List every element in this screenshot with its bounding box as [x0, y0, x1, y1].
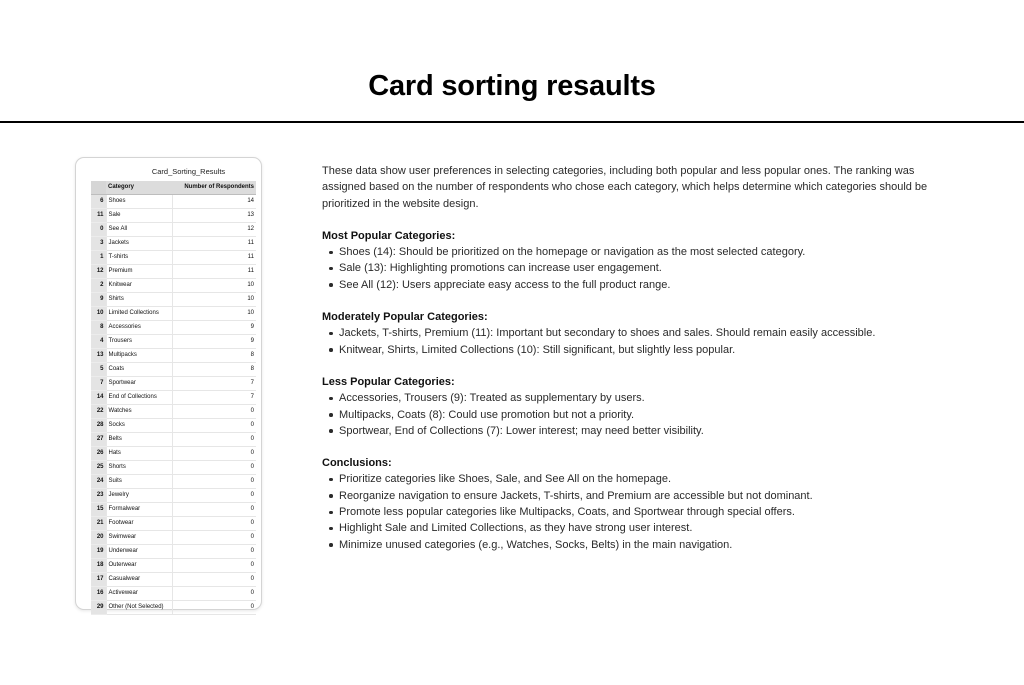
row-index: 4	[91, 335, 106, 349]
table-row	[91, 405, 256, 419]
row-index: 20	[91, 531, 106, 545]
category-cell: Shirts	[106, 293, 172, 307]
category-cell: T-shirts	[106, 251, 172, 265]
row-index: 25	[91, 461, 106, 475]
category-cell: Formalwear	[106, 503, 172, 517]
table-row	[91, 419, 256, 433]
category-cell: Premium	[106, 265, 172, 279]
row-index: 27	[91, 433, 106, 447]
bullet-item: See All (12): Users appreciate easy access to the full product range.	[322, 277, 952, 293]
page-title: Card sorting resaults	[368, 70, 656, 102]
category-cell: Jackets	[106, 237, 172, 251]
category-cell: See All	[106, 223, 172, 237]
bullet-item: Accessories, Trousers (9): Treated as supplementary by users.	[322, 390, 952, 406]
respondents-cell: 0	[172, 587, 256, 601]
analysis-sections	[322, 228, 952, 553]
bullet-item: Promote less popular categories like Multipacks, Coats, and Sportwear through special offers.	[322, 504, 952, 520]
respondents-cell: 7	[172, 391, 256, 405]
table-row	[91, 545, 256, 559]
row-index: 18	[91, 559, 106, 573]
respondents-cell: 0	[172, 433, 256, 447]
bullet-item: Minimize unused categories (e.g., Watches, Socks, Belts) in the main navigation.	[322, 537, 952, 553]
table-row	[91, 433, 256, 447]
respondents-column-header: Number of Respondents	[172, 181, 256, 195]
respondents-cell: 11	[172, 251, 256, 265]
row-index: 14	[91, 391, 106, 405]
row-index: 15	[91, 503, 106, 517]
table-row	[91, 447, 256, 461]
table-row	[91, 559, 256, 573]
table-row	[91, 195, 256, 209]
category-cell: Trousers	[106, 335, 172, 349]
respondents-cell: 0	[172, 503, 256, 517]
row-index: 17	[91, 573, 106, 587]
respondents-cell: 0	[172, 447, 256, 461]
category-cell: Outerwear	[106, 559, 172, 573]
respondents-cell: 11	[172, 265, 256, 279]
bullet-item: Multipacks, Coats (8): Could use promotion but not a priority.	[322, 407, 952, 423]
title-divider	[0, 121, 1024, 123]
table-row	[91, 489, 256, 503]
respondents-cell: 0	[172, 531, 256, 545]
category-cell: Hats	[106, 447, 172, 461]
respondents-cell: 0	[172, 461, 256, 475]
table-row	[91, 377, 256, 391]
table-row	[91, 363, 256, 377]
respondents-cell: 0	[172, 517, 256, 531]
row-index: 22	[91, 405, 106, 419]
category-cell: Shorts	[106, 461, 172, 475]
respondents-cell: 0	[172, 573, 256, 587]
bullet-item: Prioritize categories like Shoes, Sale, and See All on the homepage.	[322, 471, 952, 487]
category-cell: Belts	[106, 433, 172, 447]
respondents-cell: 8	[172, 363, 256, 377]
table-row	[91, 335, 256, 349]
respondents-cell: 14	[172, 195, 256, 209]
category-cell: Underwear	[106, 545, 172, 559]
table-header-row	[91, 181, 256, 195]
row-index: 26	[91, 447, 106, 461]
bullet-list	[322, 471, 952, 552]
row-index: 7	[91, 377, 106, 391]
respondents-cell: 0	[172, 419, 256, 433]
table-row	[91, 265, 256, 279]
bullet-item: Reorganize navigation to ensure Jackets, T-shirts, and Premium are accessible but not dominant.	[322, 488, 952, 504]
table-row	[91, 293, 256, 307]
row-index: 23	[91, 489, 106, 503]
category-cell: Coats	[106, 363, 172, 377]
category-cell: Accessories	[106, 321, 172, 335]
row-index: 8	[91, 321, 106, 335]
results-table	[91, 181, 256, 615]
category-cell: Activewear	[106, 587, 172, 601]
category-cell: Sale	[106, 209, 172, 223]
category-cell: Limited Collections	[106, 307, 172, 321]
category-cell: Watches	[106, 405, 172, 419]
row-index: 13	[91, 349, 106, 363]
bullet-list	[322, 244, 952, 293]
table-row	[91, 601, 256, 615]
table-row	[91, 307, 256, 321]
row-index: 3	[91, 237, 106, 251]
respondents-cell: 11	[172, 237, 256, 251]
bullet-item: Knitwear, Shirts, Limited Collections (10): Still significant, but slightly less popular.	[322, 342, 952, 358]
respondents-cell: 10	[172, 279, 256, 293]
table-row	[91, 503, 256, 517]
table-row	[91, 237, 256, 251]
table-row	[91, 251, 256, 265]
row-index: 21	[91, 517, 106, 531]
category-column-header: Category	[106, 181, 172, 195]
analysis-text	[322, 163, 952, 569]
table-row	[91, 321, 256, 335]
table-row	[91, 475, 256, 489]
respondents-cell: 0	[172, 489, 256, 503]
table-row	[91, 531, 256, 545]
row-index: 5	[91, 363, 106, 377]
row-index: 0	[91, 223, 106, 237]
section-heading: Moderately Popular Categories:	[322, 311, 488, 324]
table-row	[91, 573, 256, 587]
row-index: 2	[91, 279, 106, 293]
row-index: 10	[91, 307, 106, 321]
category-cell: Suits	[106, 475, 172, 489]
analysis-section	[322, 374, 952, 439]
bullet-item: Sale (13): Highlighting promotions can increase user engagement.	[322, 260, 952, 276]
category-cell: Sportwear	[106, 377, 172, 391]
row-index: 19	[91, 545, 106, 559]
intro-paragraph: These data show user preferences in selecting categories, including both popular and less popular ones. The ranking was assigned based on the number of respondents who chose each category, which helps determine which categories should be prioritized in the website design.	[322, 165, 928, 210]
section-heading: Less Popular Categories:	[322, 375, 455, 388]
category-cell: Footwear	[106, 517, 172, 531]
table-body	[91, 195, 256, 615]
respondents-cell: 8	[172, 349, 256, 363]
results-table-card	[75, 157, 262, 610]
table-row	[91, 223, 256, 237]
table-row	[91, 391, 256, 405]
category-cell: Multipacks	[106, 349, 172, 363]
respondents-cell: 0	[172, 601, 256, 615]
table-row	[91, 587, 256, 601]
respondents-cell: 13	[172, 209, 256, 223]
bullet-item: Jackets, T-shirts, Premium (11): Important but secondary to shoes and sales. Should remain easily accessible.	[322, 325, 952, 341]
respondents-cell: 0	[172, 475, 256, 489]
row-index: 29	[91, 601, 106, 615]
bullet-item: Sportwear, End of Collections (7): Lower interest; may need better visibility.	[322, 423, 952, 439]
bullet-item: Shoes (14): Should be prioritized on the homepage or navigation as the most selected category.	[322, 244, 952, 260]
respondents-cell: 9	[172, 335, 256, 349]
respondents-cell: 7	[172, 377, 256, 391]
row-index: 1	[91, 251, 106, 265]
row-index: 6	[91, 195, 106, 209]
bullet-list	[322, 325, 952, 358]
respondents-cell: 9	[172, 321, 256, 335]
category-cell: Socks	[106, 419, 172, 433]
respondents-cell: 0	[172, 545, 256, 559]
analysis-section	[322, 309, 952, 358]
respondents-cell: 10	[172, 307, 256, 321]
table-row	[91, 461, 256, 475]
category-cell: End of Collections	[106, 391, 172, 405]
row-index: 16	[91, 587, 106, 601]
category-cell: Casualwear	[106, 573, 172, 587]
respondents-cell: 0	[172, 559, 256, 573]
category-cell: Swimwear	[106, 531, 172, 545]
bullet-list	[322, 390, 952, 439]
row-index: 24	[91, 475, 106, 489]
row-index: 12	[91, 265, 106, 279]
index-column-header	[91, 181, 106, 195]
respondents-cell: 10	[172, 293, 256, 307]
row-index: 11	[91, 209, 106, 223]
row-index: 9	[91, 293, 106, 307]
table-row	[91, 349, 256, 363]
respondents-cell: 12	[172, 223, 256, 237]
table-row	[91, 209, 256, 223]
respondents-cell: 0	[172, 405, 256, 419]
analysis-section	[322, 228, 952, 293]
table-row	[91, 517, 256, 531]
table-title: Card_Sorting_Results	[151, 167, 226, 176]
table-row	[91, 279, 256, 293]
category-cell: Knitwear	[106, 279, 172, 293]
category-cell: Other (Not Selected)	[106, 601, 172, 615]
section-heading: Most Popular Categories:	[322, 229, 456, 242]
row-index: 28	[91, 419, 106, 433]
bullet-item: Highlight Sale and Limited Collections, as they have strong user interest.	[322, 520, 952, 536]
category-cell: Shoes	[106, 195, 172, 209]
category-cell: Jewelry	[106, 489, 172, 503]
section-heading: Conclusions:	[322, 457, 392, 470]
analysis-section	[322, 455, 952, 553]
